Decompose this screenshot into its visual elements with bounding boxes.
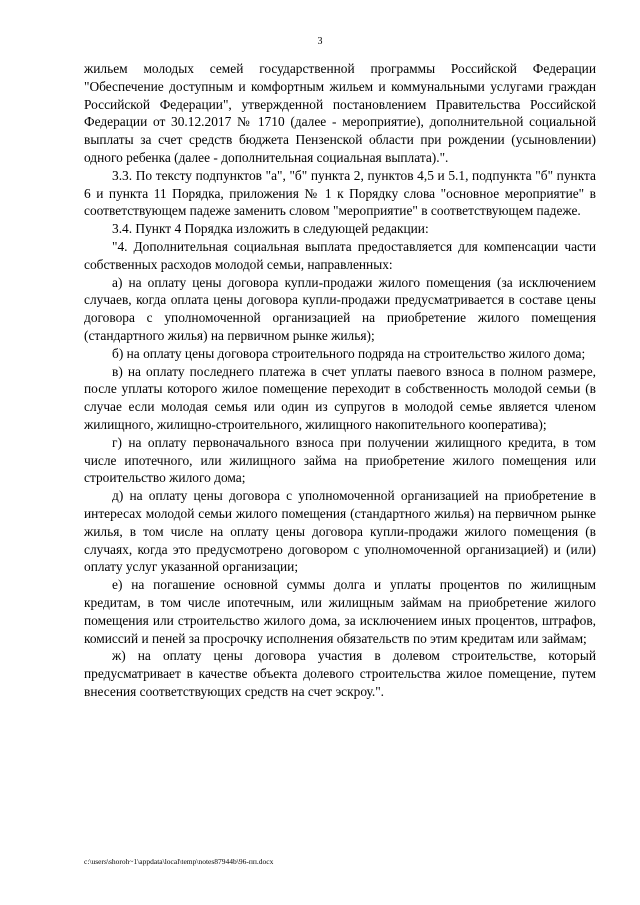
paragraph-subpoint-g: г) на оплату первоначального взноса при получении жилищного кредита, в том числе ипотечного, или жилищного займа на приобретение жилого помещения или строительство жилого дома; [84,434,596,486]
paragraph-point-4: "4. Дополнительная социальная выплата предоставляется для компенсации части собственных расходов молодой семьи, направленных: [84,238,596,272]
paragraph-3-3: 3.3. По тексту подпунктов "а", "б" пункта 2, пунктов 4,5 и 5.1, подпункта "б" пункта 6 и пункта 11 Порядка, приложения № 1 к Порядку слова "основное мероприятие" в соответствующем падеже заменить словом "мероприятие" в соответствующем падеже. [84,167,596,219]
footer-file-path: c:\users\shoroh~1\appdata\local\temp\notes87944b\96-пп.docx [84,857,274,866]
paragraph-subpoint-b: б) на оплату цены договора строительного подряда на строительство жилого дома; [112,345,586,361]
paragraph-subpoint-e: е) на погашение основной суммы долга и уплаты процентов по жилищным кредитам, в том числе ипотечным, или жилищным займам на приобретение жилого помещения или строительство жилого дома, за исключением иных процентов, штрафов, комиссий и пеней за просрочку исполнения обязательств по этим кредитам или займам; [84,577,596,646]
page-number: 3 [317,36,323,47]
paragraph-subpoint-d: д) на оплату цены договора с уполномоченной организацией на приобретение в интересах молодой семьи жилого помещения (стандартного жилья) на первичном рынке жилья, в том числе на оплату цены договора купли-продажи жилого помещения (в случаях, когда это предусмотрено договором с уполномоченной организацией) и (или) оплату услуг указанной организации; [84,488,596,575]
document-body [84,60,596,701]
paragraph-subpoint-a: а) на оплату цены договора купли-продажи жилого помещения (за исключением случаев, когда оплата цены договора купли-продажи предусматривается в составе цены договора с уполномоченной организацией на приобретение жилого помещения (стандартного жилья) на первичном рынке жилья); [84,274,596,343]
paragraph-subpoint-zh: ж) на оплату цены договора участия в долевом строительстве, который предусматривает в качестве объекта долевого строительства жилое помещение, путем внесения соответствующих средств на счет эскроу.". [84,648,596,699]
paragraph-continuation: жильем молодых семей государственной программы Российской Федерации "Обеспечение доступным и комфортным жильем и коммунальными услугами граждан Российской Федерации", утвержденной постановлением Правительства Российской Федерации от 30.12.2017 № 1710 (далее - мероприятие), дополнительной социальной выплаты за счет средств бюджета Пензенской области при рождении (усыновлении) одного ребенка (далее - дополнительная социальная выплата).". [84,61,596,165]
paragraph-subpoint-v: в) на оплату последнего платежа в счет уплаты паевого взноса в полном размере, после уплаты которого жилое помещение переходит в собственность молодой семьи (в случае если молодая семья или один из супругов в молодой семье является членом жилищного, жилищно-строительного, жилищного накопительного кооператива); [84,363,596,432]
paragraph-3-4: 3.4. Пункт 4 Порядка изложить в следующей редакции: [112,221,429,237]
